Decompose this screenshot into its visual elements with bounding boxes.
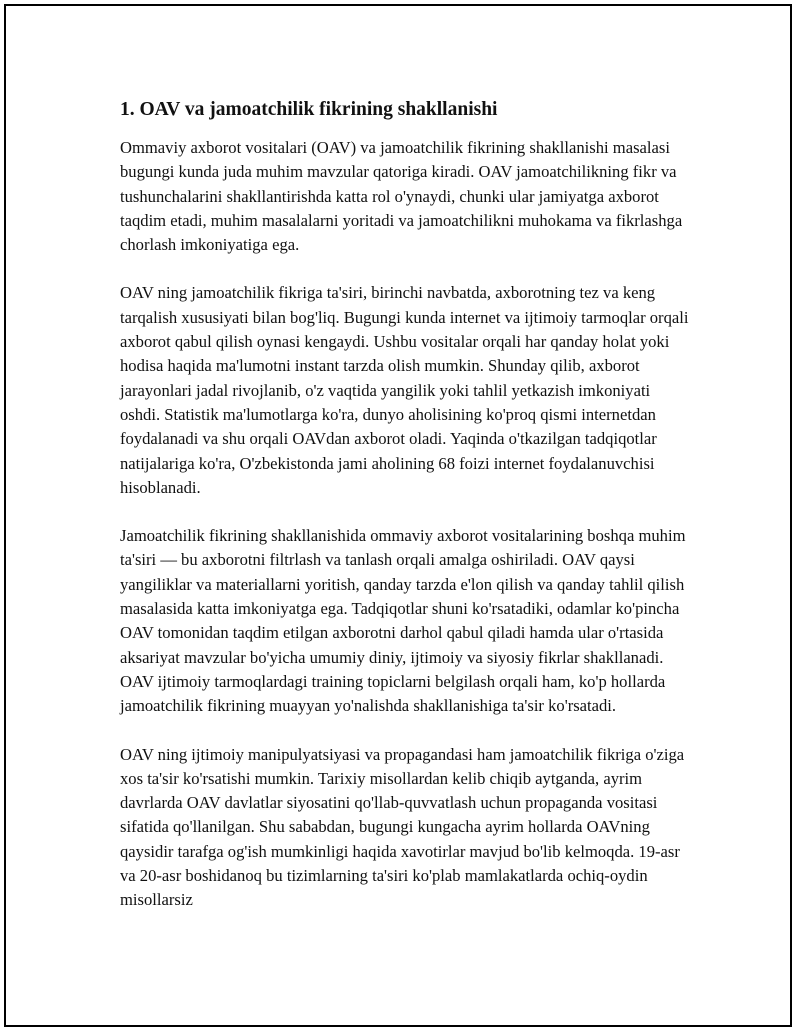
paragraph-3: Jamoatchilik fikrining shakllanishida ommaviy axborot vositalarining boshqa muhim ta'siri — bu axborotni filtrlash va tanlash orqali amalga oshiriladi. OAV qaysi yangiliklar va materiallarni yoritish, qanday tarzda e'lon qilish va qanday tahlil qilish masalasida katta imkoniyatga ega. Tadqiqotlar shuni ko'rsatadiki, odamlar ko'pincha OAV tomonidan taqdim etilgan axborotni darhol qabul qiladi hamda ular o'rtasida aksariyat mavzular bo'yicha umumiy diniy, ijtimoiy va siyosiy fikrlar shakllanadi. OAV ijtimoiy tarmoqlardagi training topiclarni belgilash orqali ham, ko'p hollarda jamoatchilik fikrining muayyan yo'nalishda shakllanishiga ta'sir ko'rsatadi. [120,526,686,716]
section-heading: 1. OAV va jamoatchilik fikrining shakllanishi [120,99,498,120]
paragraph-4: OAV ning ijtimoiy manipulyatsiyasi va propagandasi ham jamoatchilik fikriga o'ziga xos ta'sir ko'rsatishi mumkin. Tarixiy misollardan kelib chiqib aytganda, ayrim davrlarda OAV davlatlar siyosatini qo'llab-quvvatlash uchun propaganda vositasi sifatida qo'llanilgan. Shu sababdan, bugungi kungacha ayrim hollarda OAVning qaysidir tarafga og'ish mumkinligi haqida xavotirlar mavjud bo'lib kelmoqda. 19-asr va 20-asr boshidanoq bu tizimlarning ta'siri ko'plab mamlakatlarda ochiq-oydin misollarsiz [120,744,685,910]
document-content [120,98,692,937]
paragraph-1: Ommaviy axborot vositalari (OAV) va jamoatchilik fikrining shakllanishi masalasi bugungi kunda juda muhim mavzular qatoriga kiradi. OAV jamoatchilikning fikr va tushunchalarini shakllantirishda katta rol o'ynaydi, chunki ular jamiyatga axborot taqdim etadi, muhim masalalarni yoritadi va jamoatchilikni muhokama va fikrlashga chorlash imkoniyatiga ega. [120,138,683,255]
document-page [4,4,792,1027]
paragraph-2: OAV ning jamoatchilik fikriga ta'siri, birinchi navbatda, axborotning tez va keng tarqalish xususiyati bilan bog'liq. Bugungi kunda internet va ijtimoiy tarmoqlar orqali axborot qabul qilish oynasi kengaydi. Ushbu vositalar orqali har qanday holat yoki hodisa haqida ma'lumotni instant tarzda olish mumkin. Shunday qilib, axborot jarayonlari jadal rivojlanib, o'z vaqtida yangilik yoki tahlil yetkazish imkoniyati oshdi. Statistik ma'lumotlarga ko'ra, dunyo aholisining ko'proq qismi internetdan foydalanadi va shu orqali OAVdan axborot oladi. Yaqinda o'tkazilgan tadqiqotlar natijalariga ko'ra, O'zbekistonda jami aholining 68 foizi internet foydalanuvchisi hisoblanadi. [120,283,689,497]
